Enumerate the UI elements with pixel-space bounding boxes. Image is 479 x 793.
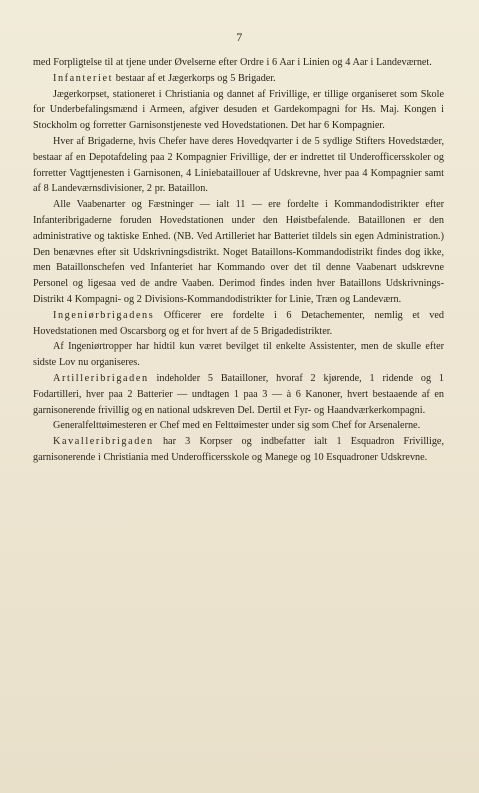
paragraph-artilleribrigaden-heading: Artilleribrigaden [53,372,149,384]
paragraph-generalfelttoimesteren [33,418,444,434]
paragraph-infanteriet-text: bestaar af et Jægerkorps og 5 Brigader. [113,72,276,84]
paragraph-ingeniortropper-text: Af Ingeniørtropper har hidtil kun været bevilget til enkelte Assistenter, men de skulle efter sidste Lov nu organiseres. [33,341,444,369]
paragraph-ingeniortropper [33,339,444,371]
paragraph-infanteriet [33,71,444,87]
paragraph-jaegerkorpset [33,87,444,134]
paragraph-brigaderne-text: Hver af Brigaderne, hvis Chefer have deres Hovedqvarter i de 5 sydlige Stifters Hovedstæder, bestaar af en Depotafdeling paa 2 Kompagnier Frivillige, der er indrettet til Underofficersskoler og forretter Vagttjenesten i Garnisonen, 4 Liniebataillouer af Udskrevne, hver paa 4 Kompagnier samt af 8 Landeværnsdivisioner, 2 pr. Bataillon. [33,135,444,195]
paragraph-ingeniorbrigaden-text: Officerer ere fordelte i 6 Detachementer, nemlig et ved Hovedstationen med Oscarsborg og et for hvert af de 5 Brigadedistrikter. [33,309,444,337]
paragraph-kavalleribrigaden-heading: Kavalleribrigaden [53,436,154,448]
paragraph-ingeniorbrigaden [33,308,444,340]
paragraph-ingeniorbrigaden-heading: Ingeniørbrigadens [53,309,155,321]
body-text [33,55,444,466]
paragraph-artilleribrigaden-text: indeholder 5 Batailloner, hvoraf 2 kjørende, 1 ridende og 1 Fodartilleri, hver paa 2 Batterier — undtagen 1 paa 3 — à 6 Kanoner, hvert bestaaende af en garnisonerende frivillig og en national udskreven Del. Dertil et Fyr- og Haandværkerkompagni. [33,372,444,416]
paragraph-infanteriet-heading: Infanteriet [53,72,114,84]
paragraph-artilleribrigaden [33,371,444,418]
paragraph-vaabenarter [33,197,444,308]
paragraph-generalfelttoimesteren-text: Generalfelttøimesteren er Chef med en Felttøimester under sig som Chef for Arsenalerne. [53,420,421,432]
paragraph-1 [33,55,444,71]
page-number: 7 [236,30,243,44]
paragraph-vaabenarter-text: Alle Vaabenarter og Fæstninger — ialt 11 — ere fordelte i Kommandodistrikter efter Infanteribrigaderne foruden Hovedstationen under den Høistbefalende. Bataillonen er den administrative og taktiske Enhed. (NB. Ved Artilleriet har Batteriet tildels sin egen Administration.) Den benævnes efter sit Udskrivningsdistrikt. Noget Bataillons-Kommandodistrikt findes dog ikke, men Bataillonschefen ved Infanteriet har Kommando over det til denne Vaabenart udskrevne Personel og ligesaa ved de andre Vaaben. Derimod findes inden hver Bataillons Udskrivnings-Distrikt 4 Kompagni- og 2 Divisions-Kommandodistrikter for Linie, Træn og Landeværn. [33,199,444,305]
paragraph-kavalleribrigaden-text: har 3 Korpser og indbefatter ialt 1 Esquadron Frivillige, garnisonerende i Christiania med Underofficersskole og Manege og 10 Esquadroner Udskrevne. [33,436,444,463]
paragraph-1-text: med Forpligtelse til at tjene under Øvelserne efter Ordre i 6 Aar i Linien og 4 Aar i Landeværnet. [33,57,432,68]
paragraph-jaegerkorpset-text: Jægerkorpset, stationeret i Christiania og dannet af Frivillige, er tillige organiseret som Skole for Underbefalingsmænd i Armeen, afgiver desuden et Gardekompagni for Hs. Maj. Kongen i Stockholm og forretter Garnisonstjeneste ved Hovedstationen. Det har 6 Kompagnier. [33,88,444,132]
paragraph-brigaderne [33,134,444,197]
paragraph-kavalleribrigaden [33,434,444,466]
